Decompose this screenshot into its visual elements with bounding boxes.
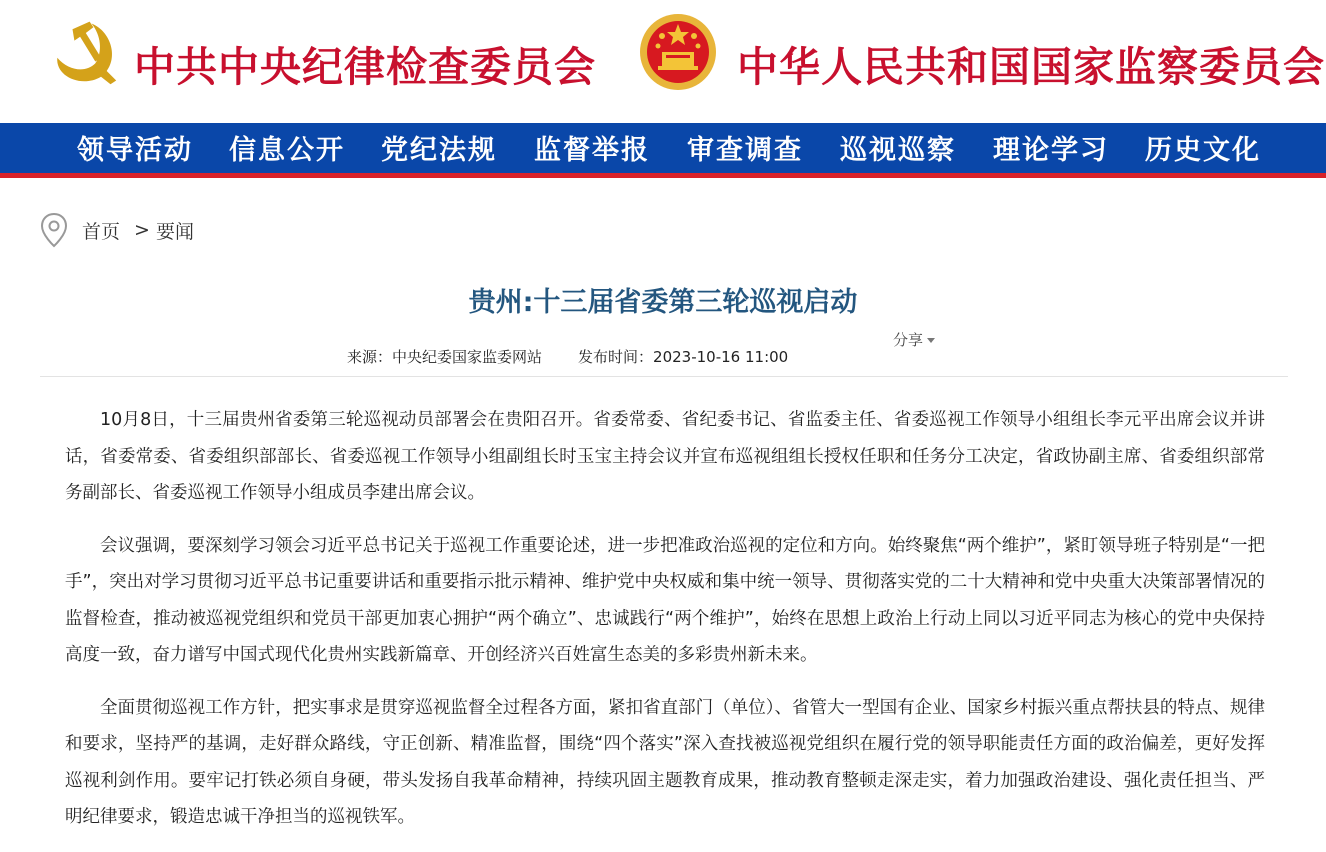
paragraph-1: 10月8日，十三届贵州省委第三轮巡视动员部署会在贵阳召开。省委常委、省纪委书记、省监委主任、省委巡视工作领导小组组长李元平出席会议并讲话，省委常委、省委组织部部长、省委巡视工作领导小组副组长时玉宝主持会议并宣布巡视组组长授权任职和任务分工决定，省政协副主席、省委组织部常务副部长、省委巡视工作领导小组成员李建出席会议。 <box>65 410 1265 503</box>
party-emblem-icon[interactable] <box>44 14 120 90</box>
breadcrumb-separator: > <box>134 219 150 241</box>
chevron-down-icon <box>927 338 935 343</box>
breadcrumb-home[interactable]: 首页 <box>82 220 121 243</box>
main-nav <box>0 123 1326 178</box>
location-pin-icon <box>40 212 68 248</box>
divider <box>40 376 1288 377</box>
article-body <box>65 402 1265 852</box>
time-value: 2023-10-16 11:00 <box>653 348 789 366</box>
share-label: 分享 <box>893 331 924 349</box>
article-meta <box>347 346 788 367</box>
article-title: 贵州:十三届省委第三轮巡视启动 <box>468 287 858 318</box>
time-label: 发布时间： <box>578 348 654 366</box>
site-title-right[interactable]: 中华人民共和国国家监察委员会 <box>737 43 1325 91</box>
nav-item-reporting[interactable]: 监督举报 <box>534 135 650 166</box>
nav-item-regulations[interactable]: 党纪法规 <box>381 135 497 166</box>
site-header <box>0 0 1326 123</box>
nav-item-history[interactable]: 历史文化 <box>1145 135 1261 166</box>
nav-item-investigation[interactable]: 审查调查 <box>687 135 803 166</box>
national-emblem-icon[interactable] <box>638 12 718 92</box>
paragraph-2: 会议强调，要深刻学习领会习近平总书记关于巡视工作重要论述，进一步把准政治巡视的定位和方向。始终聚焦“两个维护”，紧盯领导班子特别是“一把手”，突出对学习贯彻习近平总书记重要讲话和重要指示批示精神、维护党中央权威和集中统一领导、贯彻落实党的二十大精神和党中央重大决策部署情况的监督检查，推动被巡视党组织和党员干部更加衷心拥护“两个确立”、忠诚践行“两个维护”，始终在思想上政治上行动上同以习近平同志为核心的党中央保持高度一致，奋力谱写中国式现代化贵州实践新篇章、开创经济兴百姓富生态美的多彩贵州新未来。 <box>65 535 1265 665</box>
source-label: 来源： <box>347 348 393 366</box>
paragraph-3: 全面贯彻巡视工作方针，把实事求是贯穿巡视监督全过程各方面，紧扣省直部门（单位）、省管大一型国有企业、国家乡村振兴重点帮扶县的特点、规律和要求，坚持严的基调，走好群众路线，守正创新、精准监督，围绕“四个落实”深入查找被巡视党组织在履行党的领导职能责任方面的政治偏差，更好发挥巡视利剑作用。要牢记打铁必须自身硬，带头发扬自我革命精神，持续巩固主题教育成果，推动教育整顿走深走实，着力加强政治建设、强化责任担当、严明纪律要求，锻造忠诚干净担当的巡视铁军。 <box>65 697 1265 827</box>
source-value: 中央纪委国家监委网站 <box>392 348 543 366</box>
nav-item-inspection[interactable]: 巡视巡察 <box>840 135 956 166</box>
breadcrumb <box>40 212 194 248</box>
site-title-left[interactable]: 中共中央纪律检查委员会 <box>134 43 596 91</box>
nav-item-leadership[interactable]: 领导活动 <box>77 135 193 166</box>
nav-item-theory[interactable]: 理论学习 <box>993 135 1109 166</box>
nav-item-info[interactable]: 信息公开 <box>229 135 345 166</box>
breadcrumb-current[interactable]: 要闻 <box>155 220 194 243</box>
share-button[interactable] <box>893 329 935 350</box>
